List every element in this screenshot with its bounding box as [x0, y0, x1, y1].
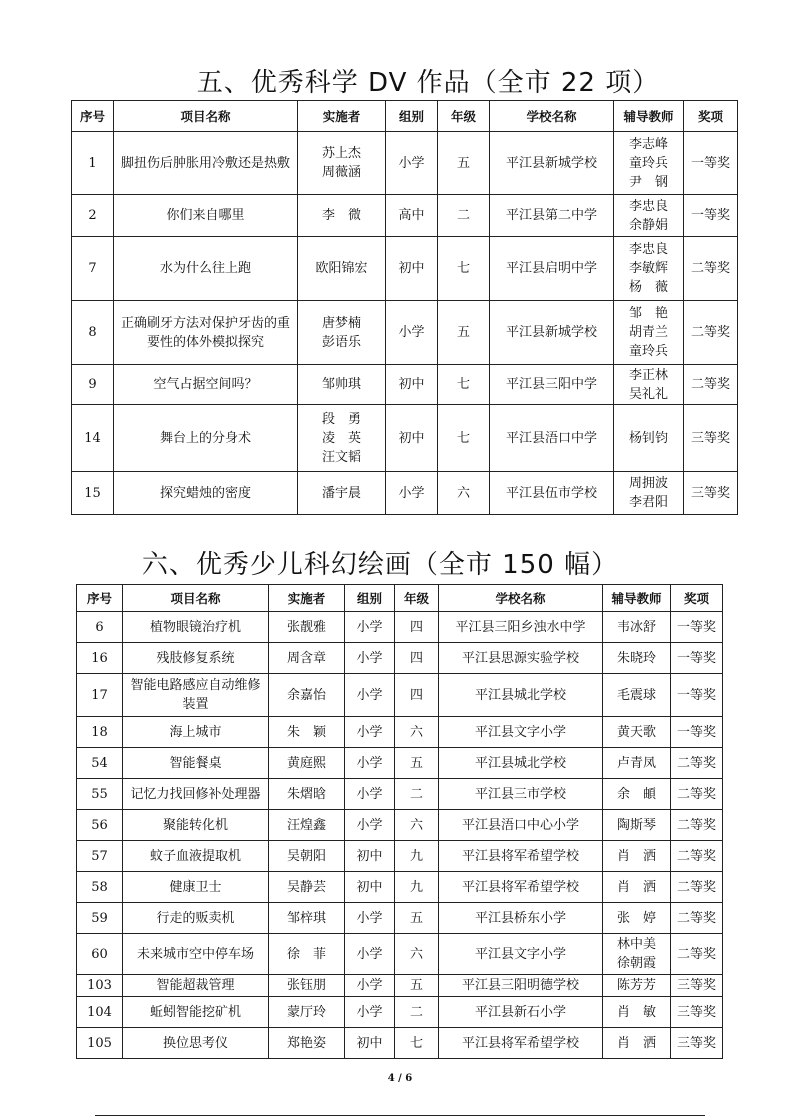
cell-group: 小学: [345, 612, 395, 643]
header-grade: 年级: [395, 585, 439, 612]
cell-group: 小学: [386, 132, 438, 195]
cell-project: 换位思考仪: [123, 1028, 269, 1059]
table-row: [77, 1028, 723, 1059]
cell-award: 三等奖: [684, 405, 738, 472]
cell-teacher: 林中美 徐朝霞: [603, 934, 671, 975]
table-row: [77, 748, 723, 779]
cell-award: 二等奖: [671, 841, 723, 872]
cell-teacher: 陈芳芳: [603, 975, 671, 997]
cell-award: 一等奖: [671, 643, 723, 674]
cell-award: 一等奖: [684, 132, 738, 195]
cell-teacher: 李忠良 李敏辉 杨 薇: [614, 237, 684, 301]
cell-seq: 6: [77, 612, 123, 643]
cell-award: 二等奖: [671, 934, 723, 975]
cell-group: 小学: [345, 934, 395, 975]
cell-seq: 59: [77, 903, 123, 934]
cell-author: 汪煌鑫: [269, 810, 345, 841]
cell-award: 二等奖: [671, 779, 723, 810]
header-group: 组别: [386, 101, 438, 132]
cell-seq: 9: [72, 365, 114, 405]
cell-teacher: 周拥波 李君阳: [614, 472, 684, 515]
header-author: 实施者: [298, 101, 386, 132]
table-body: [72, 132, 738, 515]
cell-author: 邹帅琪: [298, 365, 386, 405]
header-teacher: 辅导教师: [603, 585, 671, 612]
cell-school: 平江县新石小学: [439, 997, 603, 1028]
cell-group: 初中: [345, 1028, 395, 1059]
cell-group: 高中: [386, 195, 438, 237]
header-school: 学校名称: [439, 585, 603, 612]
cell-school: 平江县文字小学: [439, 717, 603, 748]
table-header-row: [72, 101, 738, 132]
cell-author: 张钰朋: [269, 975, 345, 997]
cell-author: 余嘉怡: [269, 674, 345, 717]
cell-seq: 16: [77, 643, 123, 674]
cell-teacher: 杨钊钧: [614, 405, 684, 472]
cell-project: 植物眼镜治疗机: [123, 612, 269, 643]
cell-seq: 55: [77, 779, 123, 810]
cell-author: 唐梦楠 彭语乐: [298, 301, 386, 365]
page-number: 4 / 6: [387, 1073, 413, 1084]
cell-teacher: 肖 洒: [603, 841, 671, 872]
section6-title: 六、优秀少儿科幻绘画（全市 150 幅）: [141, 550, 619, 580]
cell-author: 吴朝阳: [269, 841, 345, 872]
cell-award: 一等奖: [684, 195, 738, 237]
cell-author: 朱 颖: [269, 717, 345, 748]
footer-divider: [95, 1115, 705, 1116]
table-row: [77, 903, 723, 934]
cell-project: 聚能转化机: [123, 810, 269, 841]
scifi-painting-table: [76, 584, 723, 1059]
cell-school: 平江县桥东小学: [439, 903, 603, 934]
cell-award: 一等奖: [671, 612, 723, 643]
cell-school: 平江县将军希望学校: [439, 1028, 603, 1059]
cell-school: 平江县将军希望学校: [439, 841, 603, 872]
cell-award: 二等奖: [684, 237, 738, 301]
header-project: 项目名称: [123, 585, 269, 612]
cell-seq: 15: [72, 472, 114, 515]
cell-seq: 54: [77, 748, 123, 779]
cell-seq: 56: [77, 810, 123, 841]
cell-award: 二等奖: [671, 903, 723, 934]
cell-project: 智能餐桌: [123, 748, 269, 779]
table-row: [77, 612, 723, 643]
cell-award: 三等奖: [671, 975, 723, 997]
cell-grade: 六: [395, 717, 439, 748]
cell-project: 智能超裁管理: [123, 975, 269, 997]
cell-group: 小学: [345, 717, 395, 748]
cell-seq: 17: [77, 674, 123, 717]
table-row: [72, 405, 738, 472]
cell-grade: 五: [395, 748, 439, 779]
table-row: [77, 810, 723, 841]
table-header-row: [77, 585, 723, 612]
cell-teacher: 黄天歌: [603, 717, 671, 748]
cell-group: 小学: [345, 903, 395, 934]
cell-award: 一等奖: [671, 717, 723, 748]
table-row: [77, 717, 723, 748]
cell-project: 智能电路感应自动维修装置: [123, 674, 269, 717]
cell-author: 李 微: [298, 195, 386, 237]
cell-group: 小学: [345, 779, 395, 810]
header-grade: 年级: [438, 101, 490, 132]
cell-teacher: 肖 洒: [603, 872, 671, 903]
cell-school: 平江县三阳中学: [490, 365, 614, 405]
cell-grade: 六: [395, 934, 439, 975]
section5-title: 五、优秀科学 DV 作品（全市 22 项）: [196, 68, 660, 98]
table-row: [72, 132, 738, 195]
table-row: [77, 934, 723, 975]
cell-seq: 1: [72, 132, 114, 195]
cell-author: 段 勇 凌 英 汪文韬: [298, 405, 386, 472]
cell-group: 小学: [345, 643, 395, 674]
cell-teacher: 李正林 吴礼礼: [614, 365, 684, 405]
table-row: [72, 195, 738, 237]
cell-author: 蒙厅玲: [269, 997, 345, 1028]
cell-group: 小学: [345, 975, 395, 997]
cell-project: 水为什么往上跑: [114, 237, 298, 301]
header-teacher: 辅导教师: [614, 101, 684, 132]
cell-group: 小学: [345, 997, 395, 1028]
cell-author: 郑艳姿: [269, 1028, 345, 1059]
cell-teacher: 余 頔: [603, 779, 671, 810]
table-row: [77, 841, 723, 872]
cell-seq: 105: [77, 1028, 123, 1059]
cell-school: 平江县浯口中心小学: [439, 810, 603, 841]
cell-seq: 2: [72, 195, 114, 237]
cell-award: 二等奖: [684, 365, 738, 405]
cell-author: 吴静芸: [269, 872, 345, 903]
cell-project: 正确刷牙方法对保护牙齿的重要性的体外模拟探究: [114, 301, 298, 365]
cell-author: 潘宇晨: [298, 472, 386, 515]
header-author: 实施者: [269, 585, 345, 612]
cell-school: 平江县浯口中学: [490, 405, 614, 472]
cell-grade: 六: [395, 810, 439, 841]
cell-grade: 七: [395, 1028, 439, 1059]
cell-seq: 8: [72, 301, 114, 365]
cell-group: 小学: [386, 472, 438, 515]
table-row: [77, 643, 723, 674]
cell-award: 二等奖: [684, 301, 738, 365]
cell-seq: 103: [77, 975, 123, 997]
cell-grade: 五: [395, 903, 439, 934]
cell-grade: 六: [438, 472, 490, 515]
header-seq: 序号: [77, 585, 123, 612]
cell-teacher: 李忠良 余静娟: [614, 195, 684, 237]
cell-teacher: 李志峰 童玲兵 尹 钢: [614, 132, 684, 195]
cell-award: 二等奖: [671, 748, 723, 779]
cell-group: 初中: [345, 872, 395, 903]
cell-award: 三等奖: [671, 1028, 723, 1059]
cell-school: 平江县新城学校: [490, 132, 614, 195]
cell-award: 一等奖: [671, 674, 723, 717]
header-project: 项目名称: [114, 101, 298, 132]
cell-grade: 四: [395, 612, 439, 643]
cell-author: 徐 菲: [269, 934, 345, 975]
cell-group: 小学: [345, 748, 395, 779]
cell-grade: 二: [395, 779, 439, 810]
cell-school: 平江县思源实验学校: [439, 643, 603, 674]
cell-group: 初中: [345, 841, 395, 872]
cell-school: 平江县三阳乡浊水中学: [439, 612, 603, 643]
cell-group: 初中: [386, 405, 438, 472]
cell-grade: 九: [395, 872, 439, 903]
cell-grade: 七: [438, 405, 490, 472]
cell-author: 黄庭熙: [269, 748, 345, 779]
cell-school: 平江县城北学校: [439, 674, 603, 717]
cell-project: 海上城市: [123, 717, 269, 748]
cell-grade: 二: [438, 195, 490, 237]
cell-project: 行走的贩卖机: [123, 903, 269, 934]
header-award: 奖项: [671, 585, 723, 612]
cell-project: 残肢修复系统: [123, 643, 269, 674]
cell-award: 三等奖: [671, 997, 723, 1028]
cell-project: 探究蜡烛的密度: [114, 472, 298, 515]
cell-seq: 7: [72, 237, 114, 301]
cell-grade: 五: [395, 975, 439, 997]
cell-author: 张靓雅: [269, 612, 345, 643]
header-seq: 序号: [72, 101, 114, 132]
cell-author: 朱熠晗: [269, 779, 345, 810]
cell-grade: 五: [438, 132, 490, 195]
table-row: [77, 674, 723, 717]
table-row: [77, 779, 723, 810]
cell-grade: 四: [395, 674, 439, 717]
cell-group: 小学: [386, 301, 438, 365]
table-row: [72, 472, 738, 515]
cell-teacher: 韦冰舒: [603, 612, 671, 643]
cell-award: 二等奖: [671, 810, 723, 841]
table-row: [77, 975, 723, 997]
cell-teacher: 毛震球: [603, 674, 671, 717]
cell-project: 你们来自哪里: [114, 195, 298, 237]
cell-group: 初中: [386, 365, 438, 405]
table-body: [77, 612, 723, 1059]
cell-project: 蚊子血液提取机: [123, 841, 269, 872]
cell-group: 初中: [386, 237, 438, 301]
header-award: 奖项: [684, 101, 738, 132]
table-row: [72, 237, 738, 301]
cell-grade: 七: [438, 365, 490, 405]
cell-school: 平江县城北学校: [439, 748, 603, 779]
cell-teacher: 张 婷: [603, 903, 671, 934]
cell-school: 平江县将军希望学校: [439, 872, 603, 903]
cell-grade: 七: [438, 237, 490, 301]
cell-group: 小学: [345, 810, 395, 841]
cell-project: 未来城市空中停车场: [123, 934, 269, 975]
cell-grade: 五: [438, 301, 490, 365]
header-group: 组别: [345, 585, 395, 612]
cell-project: 脚扭伤后肿胀用冷敷还是热敷: [114, 132, 298, 195]
cell-author: 欧阳锦宏: [298, 237, 386, 301]
cell-school: 平江县伍市学校: [490, 472, 614, 515]
cell-seq: 57: [77, 841, 123, 872]
cell-seq: 18: [77, 717, 123, 748]
table-row: [77, 872, 723, 903]
cell-grade: 九: [395, 841, 439, 872]
cell-grade: 二: [395, 997, 439, 1028]
cell-school: 平江县三阳明德学校: [439, 975, 603, 997]
cell-grade: 四: [395, 643, 439, 674]
cell-project: 记忆力找回修补处理器: [123, 779, 269, 810]
cell-project: 舞台上的分身术: [114, 405, 298, 472]
cell-school: 平江县启明中学: [490, 237, 614, 301]
cell-seq: 14: [72, 405, 114, 472]
table-row: [72, 365, 738, 405]
header-school: 学校名称: [490, 101, 614, 132]
cell-award: 二等奖: [671, 872, 723, 903]
cell-school: 平江县文字小学: [439, 934, 603, 975]
table-row: [77, 997, 723, 1028]
cell-award: 三等奖: [684, 472, 738, 515]
cell-teacher: 陶斯琴: [603, 810, 671, 841]
cell-project: 健康卫士: [123, 872, 269, 903]
cell-school: 平江县三市学校: [439, 779, 603, 810]
cell-teacher: 卢青凤: [603, 748, 671, 779]
cell-school: 平江县第二中学: [490, 195, 614, 237]
cell-project: 蚯蚓智能挖矿机: [123, 997, 269, 1028]
cell-seq: 58: [77, 872, 123, 903]
cell-school: 平江县新城学校: [490, 301, 614, 365]
cell-author: 邹梓琪: [269, 903, 345, 934]
cell-teacher: 肖 洒: [603, 1028, 671, 1059]
cell-teacher: 朱晓玲: [603, 643, 671, 674]
table-row: [72, 301, 738, 365]
cell-seq: 60: [77, 934, 123, 975]
cell-teacher: 邹 艳 胡青兰 童玲兵: [614, 301, 684, 365]
cell-author: 苏上杰 周薇涵: [298, 132, 386, 195]
dv-works-table: [71, 100, 738, 515]
cell-teacher: 肖 敏: [603, 997, 671, 1028]
cell-group: 小学: [345, 674, 395, 717]
cell-author: 周含章: [269, 643, 345, 674]
cell-project: 空气占据空间吗？: [114, 365, 298, 405]
cell-seq: 104: [77, 997, 123, 1028]
